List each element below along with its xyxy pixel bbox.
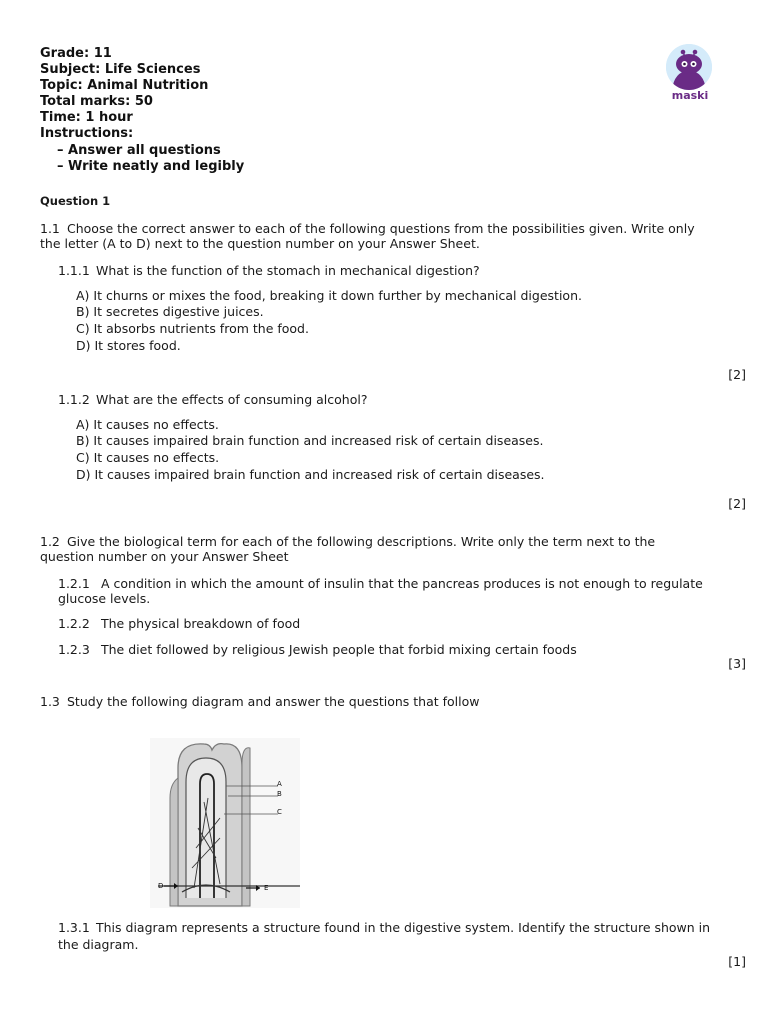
question-1-2-1-number: 1.2.1 [58,576,90,591]
instruction-item: – Write neatly and legibly [57,159,245,174]
option-d: D) It causes impaired brain function and increased risk of certain diseases. [76,467,545,482]
option-c: C) It causes no effects. [76,450,220,465]
question-1-2-3-number: 1.2.3 [58,642,90,657]
question-1-1-2-text: What are the effects of consuming alcohol? [96,392,368,407]
grade-line: Grade: 11 [40,46,112,61]
question-1-1-1-number: 1.1.1 [58,263,90,278]
marks-1-2: [3] [728,656,746,671]
logo-text: maski [671,89,709,102]
topic-line: Topic: Animal Nutrition [40,78,209,93]
question-1-3-1-text-cont: the diagram. [58,937,139,952]
question-1-2-text-cont: question number on your Answer Sheet [40,549,289,564]
option-a: A) It churns or mixes the food, breaking it down further by mechanical digestion. [76,288,582,303]
instructions-label: Instructions: [40,126,134,141]
marks-1-3-1: [1] [728,954,746,969]
mascot-icon [666,44,712,90]
question-1-3-text: Study the following diagram and answer the questions that follow [67,694,480,709]
question-1-1-text-cont: the letter (A to D) next to the question number on your Answer Sheet. [40,236,480,251]
question-1-3-number: 1.3 [40,694,60,709]
villus-diagram [150,738,300,912]
diagram-label-e: E [264,884,269,892]
diagram-label-a: A [277,780,282,788]
option-b: B) It secretes digestive juices. [76,304,264,319]
question-1-2-1-text-cont: glucose levels. [58,591,151,606]
option-b: B) It causes impaired brain function and increased risk of certain diseases. [76,433,544,448]
question-1-1-text: Choose the correct answer to each of the following questions from the possibilities given. Write only [67,221,695,236]
question-1-1-2-number: 1.1.2 [58,392,90,407]
question-1-2-2-text: The physical breakdown of food [101,616,301,631]
question-1-1-1-text: What is the function of the stomach in mechanical digestion? [96,263,480,278]
diagram-label-c: C [277,808,282,816]
maski-logo [666,44,712,90]
question-1-2-1-text: A condition in which the amount of insulin that the pancreas produces is not enough to regulate [101,576,703,591]
question-1-2-number: 1.2 [40,534,60,549]
diagram-label-d: D [158,882,164,890]
instruction-item: – Answer all questions [57,143,221,158]
question-1-3-1-text: This diagram represents a structure found in the digestive system. Identify the structure shown in [96,920,711,935]
question-1-2-3-text: The diet followed by religious Jewish people that forbid mixing certain foods [101,642,577,657]
marks-1-1-2: [2] [728,496,746,511]
option-a: A) It causes no effects. [76,417,219,432]
question-1-2-text: Give the biological term for each of the following descriptions. Write only the term next to the [67,534,656,549]
subject-line: Subject: Life Sciences [40,62,201,77]
marks-1-1-1: [2] [728,367,746,382]
question-1-2-2-number: 1.2.2 [58,616,90,631]
option-c: C) It absorbs nutrients from the food. [76,321,309,336]
diagram-label-b: B [277,790,282,798]
total-marks-line: Total marks: 50 [40,94,153,109]
time-line: Time: 1 hour [40,110,133,125]
option-d: D) It stores food. [76,338,181,353]
question-1-1-number: 1.1 [40,221,60,236]
question-1-3-1-number: 1.3.1 [58,920,90,935]
question-1-title: Question 1 [40,194,111,208]
villus-illustration [150,738,300,908]
